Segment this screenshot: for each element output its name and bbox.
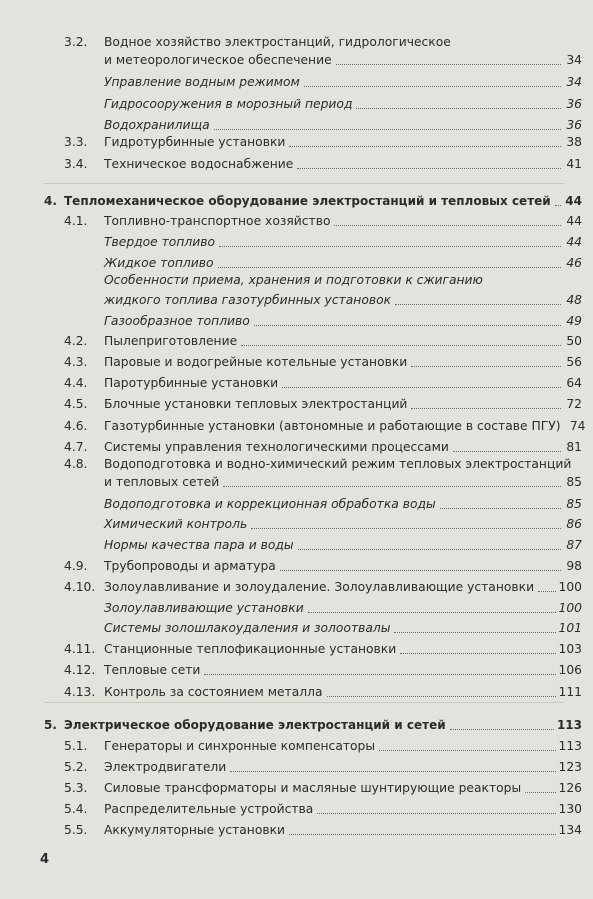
dot-leader: [297, 158, 561, 169]
toc-entry-page: 85: [566, 497, 582, 511]
dot-leader: [336, 54, 561, 65]
toc-entry: [64, 439, 582, 457]
dot-leader: [219, 236, 561, 247]
toc-entry-number: 3.2.: [64, 35, 88, 49]
dot-leader: [400, 643, 555, 654]
toc-entry: [64, 474, 582, 492]
dot-leader: [230, 761, 555, 772]
toc-entry-page: 34: [566, 53, 582, 67]
toc-entry-page: 41: [566, 157, 582, 171]
toc-entry-page: 113: [556, 718, 582, 732]
toc-entry-page: 56: [566, 355, 582, 369]
toc-entry: [64, 272, 582, 290]
toc-entry-page: 49: [566, 314, 582, 328]
dot-leader: [411, 356, 561, 367]
toc-entry-page: 134: [558, 823, 582, 837]
toc-entry-title: и тепловых сетей: [104, 475, 220, 489]
dot-leader: [450, 719, 554, 730]
toc-entry-number: 4.: [44, 194, 57, 208]
dot-leader: [334, 215, 561, 226]
toc-entry-title: Нормы качества пара и воды: [104, 538, 294, 552]
toc-entry-title: Станционные теплофикационные установки: [104, 642, 397, 656]
toc-entry-number: 3.4.: [64, 157, 88, 171]
toc-entry-number: 5.2.: [64, 760, 88, 774]
toc-entry: [64, 96, 582, 114]
toc-entry: [64, 780, 582, 798]
toc-entry-number: 4.3.: [64, 355, 88, 369]
dot-leader: [327, 686, 556, 697]
toc-entry: [64, 354, 582, 372]
toc-entry-number: 4.9.: [64, 559, 88, 573]
dot-leader: [538, 581, 555, 592]
toc-entry-title: Силовые трансформаторы и масляные шунтирующие реакторы: [104, 781, 522, 795]
toc-entry-page: 44: [566, 214, 582, 228]
dot-leader: [356, 98, 561, 109]
toc-entry: [64, 117, 582, 135]
toc-entry-page: 36: [566, 97, 582, 111]
dot-leader: [525, 782, 555, 793]
toc-entry: [64, 333, 582, 351]
toc-entry-title: Генераторы и синхронные компенсаторы: [104, 739, 376, 753]
toc-entry-number: 5.3.: [64, 781, 88, 795]
dot-leader: [298, 539, 561, 550]
toc-entry-number: 4.8.: [64, 457, 88, 471]
toc-entry: [44, 193, 582, 211]
toc-entry-title: Газообразное топливо: [104, 314, 250, 328]
toc-entry: [64, 558, 582, 576]
toc-entry-number: 4.11.: [64, 642, 96, 656]
toc-entry-page: 98: [566, 559, 582, 573]
toc-entry: [64, 516, 582, 534]
toc-entry-title: Газотурбинные установки (автономные и работающие в составе ПГУ): [104, 419, 561, 433]
dot-leader: [440, 498, 561, 509]
toc-entry-page: 81: [566, 440, 582, 454]
toc-entry-title: Жидкое топливо: [104, 256, 214, 270]
toc-entry: [64, 396, 582, 414]
toc-entry: [64, 496, 582, 514]
dot-leader: [282, 377, 561, 388]
chapter-separator: [44, 702, 564, 703]
toc-entry-title: Особенности приема, хранения и подготовки к сжиганию: [104, 273, 483, 287]
toc-entry-page: 126: [558, 781, 582, 795]
toc-entry-page: 46: [566, 256, 582, 270]
toc-entry-page: 64: [566, 376, 582, 390]
toc-entry: [64, 156, 582, 174]
toc-entry-page: 130: [558, 802, 582, 816]
toc-entry: [64, 74, 582, 92]
toc-entry-page: 85: [566, 475, 582, 489]
toc-entry-title: Аккумуляторные установки: [104, 823, 286, 837]
toc-entry: [64, 579, 582, 597]
toc-entry-title: Топливно-транспортное хозяйство: [104, 214, 331, 228]
toc-entry-page: 106: [558, 663, 582, 677]
toc-entry-title: Управление водным режимом: [104, 75, 300, 89]
toc-entry-title: Техническое водоснабжение: [104, 157, 294, 171]
toc-entry-number: 4.13.: [64, 685, 96, 699]
dot-leader: [411, 398, 561, 409]
toc-entry: [64, 684, 582, 702]
toc-entry: [64, 641, 582, 659]
toc-entry-title: Блочные установки тепловых электростанций: [104, 397, 408, 411]
toc-entry-page: 100: [558, 580, 582, 594]
toc-entry-number: 5.4.: [64, 802, 88, 816]
toc-entry: [64, 52, 582, 70]
toc-entry-title: Гидротурбинные установки: [104, 135, 286, 149]
dot-leader: [218, 257, 561, 268]
dot-leader: [308, 602, 556, 613]
toc-entry-title: Химический контроль: [104, 517, 248, 531]
toc-entry-title: Гидросооружения в морозный период: [104, 97, 353, 111]
toc-entry-title: Электрическое оборудование электростанций и сетей: [64, 718, 446, 732]
toc-entry: [64, 313, 582, 331]
toc-entry-title: Трубопроводы и арматура: [104, 559, 276, 573]
toc-entry-page: 44: [566, 235, 582, 249]
toc-entry-page: 72: [566, 397, 582, 411]
toc-entry-title: Паротурбинные установки: [104, 376, 279, 390]
dot-leader: [241, 335, 561, 346]
toc-entry-page: 123: [558, 760, 582, 774]
toc-entry-page: 87: [566, 538, 582, 552]
toc-entry-number: 4.5.: [64, 397, 88, 411]
toc-entry-page: 50: [566, 334, 582, 348]
dot-leader: [394, 622, 555, 633]
toc-entry-page: 100: [558, 601, 582, 615]
toc-entry-title: жидкого топлива газотурбинных установок: [104, 293, 392, 307]
toc-entry-number: 5.: [44, 718, 57, 732]
toc-entry: [64, 600, 582, 618]
toc-entry-title: Распределительные устройства: [104, 802, 314, 816]
toc-entry-title: Водное хозяйство электростанций, гидрологическое: [104, 35, 451, 49]
toc-entry-page: 101: [558, 621, 582, 635]
toc-entry-number: 4.12.: [64, 663, 96, 677]
toc-entry-title: и метеорологическое обеспечение: [104, 53, 332, 67]
toc-entry-title: Электродвигатели: [104, 760, 227, 774]
toc-entry: [44, 717, 582, 735]
toc-entry-number: 4.1.: [64, 214, 88, 228]
toc-entry-title: Золоулавливающие установки: [104, 601, 304, 615]
toc-entry-page: 113: [558, 739, 582, 753]
toc-entry-page: 48: [566, 293, 582, 307]
toc-entry: [64, 375, 582, 393]
toc-entry-title: Твердое топливо: [104, 235, 215, 249]
toc-entry: [64, 620, 582, 638]
toc-entry-number: 4.6.: [64, 419, 88, 433]
toc-entry-number: 4.7.: [64, 440, 88, 454]
toc-entry-number: 4.10.: [64, 580, 96, 594]
toc-entry-page: 74: [569, 419, 586, 433]
toc-entry: [64, 418, 586, 436]
toc-entry: [64, 292, 582, 310]
toc-entry-number: 3.3.: [64, 135, 88, 149]
chapter-separator: [44, 183, 564, 184]
toc-entry-title: Системы золошлакоудаления и золоотвалы: [104, 621, 391, 635]
toc-entry-title: Пылеприготовление: [104, 334, 238, 348]
toc-entry-page: 111: [558, 685, 582, 699]
dot-leader: [280, 560, 561, 571]
dot-leader: [289, 136, 561, 147]
toc-entry: [64, 34, 582, 52]
toc-entry: [64, 234, 582, 252]
toc-entry-number: 4.2.: [64, 334, 88, 348]
toc-entry-title: Системы управления технологическими процессами: [104, 440, 449, 454]
toc-entry-title: Водоподготовка и коррекционная обработка воды: [104, 497, 436, 511]
toc-entry: [64, 134, 582, 152]
toc-entry: [64, 801, 582, 819]
toc-entry-page: 38: [566, 135, 582, 149]
toc-entry: [64, 759, 582, 777]
toc-entry-title: Тепломеханическое оборудование электростанций и тепловых сетей: [64, 194, 551, 208]
toc-entry: [64, 255, 582, 273]
dot-leader: [223, 476, 561, 487]
toc-entry: [64, 537, 582, 555]
toc-entry: [64, 662, 582, 680]
page-number: 4: [40, 852, 50, 867]
toc-entry: [64, 213, 582, 231]
toc-entry-number: 5.5.: [64, 823, 88, 837]
toc-entry-page: 86: [566, 517, 582, 531]
toc-entry-title: Контроль за состоянием металла: [104, 685, 323, 699]
dot-leader: [304, 76, 561, 87]
toc-entry: [64, 738, 582, 756]
dot-leader: [214, 119, 561, 130]
toc-entry-title: Водоподготовка и водно-химический режим тепловых электростанций: [104, 457, 572, 471]
toc-entry-number: 4.4.: [64, 376, 88, 390]
toc-entry-title: Тепловые сети: [104, 663, 201, 677]
toc-entry-title: Паровые и водогрейные котельные установки: [104, 355, 408, 369]
toc-entry-title: Золоулавливание и золоудаление. Золоулавливающие установки: [104, 580, 535, 594]
toc-entry: [64, 456, 582, 474]
dot-leader: [254, 315, 561, 326]
dot-leader: [395, 294, 561, 305]
toc-entry: [64, 822, 582, 840]
dot-leader: [379, 740, 555, 751]
dot-leader: [251, 518, 561, 529]
toc-entry-page: 44: [565, 194, 582, 208]
dot-leader: [204, 664, 555, 675]
dot-leader: [453, 441, 561, 452]
dot-leader: [555, 195, 561, 206]
toc-entry-page: 34: [566, 75, 582, 89]
dot-leader: [289, 824, 555, 835]
toc-entry-number: 5.1.: [64, 739, 88, 753]
toc-entry-page: 103: [558, 642, 582, 656]
dot-leader: [317, 803, 555, 814]
toc-entry-title: Водохранилища: [104, 118, 210, 132]
toc-entry-page: 36: [566, 118, 582, 132]
